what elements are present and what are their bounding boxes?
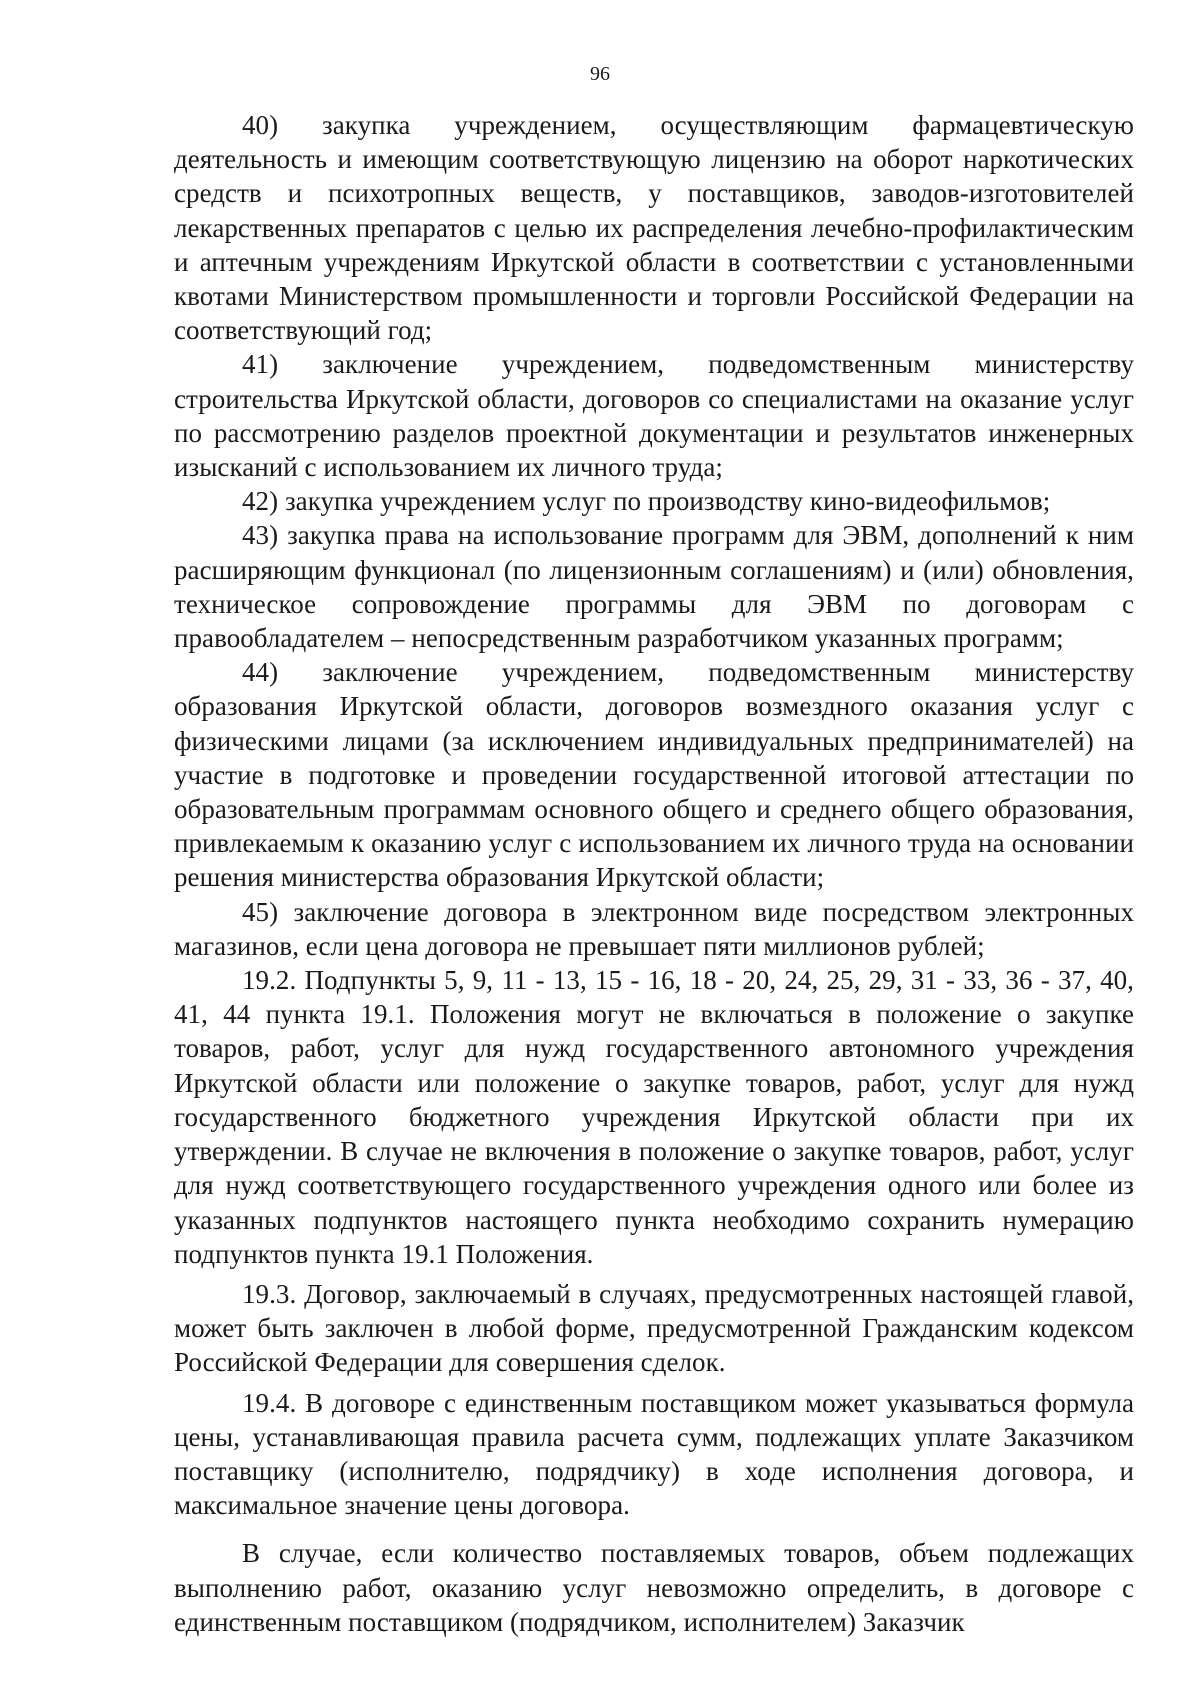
paragraph-clause-19-4: 19.4. В договоре с единственным поставщиком может указываться формула цены, устанавливающая правила расчета сумм, подлежащих уплате Заказчиком поставщику (исполнителю, подрядчику) в ходе исполнения договора, и максимальное значение цены договора.	[174, 1387, 1134, 1521]
paragraph-item-41: 41) заключение учреждением, подведомственным министерству строительства Иркутской области, договоров со специалистами на оказание услуг по рассмотрению разделов проектной документации и результатов инженерных изысканий с использованием их личного труда;	[174, 349, 1134, 483]
paragraph-clause-19-2: 19.2. Подпункты 5, 9, 11 - 13, 15 - 16, 18 - 20, 24, 25, 29, 31 - 33, 36 - 37, 40, 41, 44 пункта 19.1. Положения могут не включаться в положение о закупке товаров, работ, услуг для нужд государственного автономного учреждения Иркутской области или положение о закупке товаров, работ, услуг для нужд государственного бюджетного учреждения Иркутской области при их утверждении. В случае не включения в положение о закупке товаров, работ, услуг для нужд соответствующего государственного учреждения одного или более из указанных подпунктов настоящего пункта необходимо сохранить нумерацию подпунктов пункта 19.1 Положения.	[174, 965, 1134, 1269]
paragraph-item-40: 40) закупка учреждением, осуществляющим фармацевтическую деятельность и имеющим соответствующую лицензию на оборот наркотических средств и психотропных веществ, у поставщиков, заводов-изготовителей лекарственных препаратов с целью их распределения лечебно-профилактическим и аптечным учреждениям Иркутской области в соответствии с установленными квотами Министерством промышленности и торговли Российской Федерации на соответствующий год;	[174, 110, 1134, 346]
paragraph-item-44: 44) заключение учреждением, подведомственным министерству образования Иркутской области, договоров возмездного оказания услуг с физическими лицами (за исключением индивидуальных предпринимателей) на участие в подготовке и проведении государственной итоговой аттестации по образовательным программам основного общего и среднего общего образования, привлекаемым к оказанию услуг с использованием их личного труда на основании решения министерства образования Иркутской области;	[174, 657, 1134, 893]
paragraph-clause-19-3: 19.3. Договор, заключаемый в случаях, предусмотренных настоящей главой, может быть заключен в любой форме, предусмотренной Гражданским кодексом Российской Федерации для совершения сделок.	[174, 1278, 1134, 1378]
paragraph-item-45: 45) заключение договора в электронном виде посредством электронных магазинов, если цена договора не превышает пяти миллионов рублей;	[174, 896, 1134, 961]
page-number: 96	[590, 63, 610, 85]
paragraph-quantity-case: В случае, если количество поставляемых товаров, объем подлежащих выполнению работ, оказанию услуг невозможно определить, в договоре с единственным поставщиком (подрядчиком, исполнителем) Заказчик	[174, 1538, 1134, 1637]
paragraph-item-43: 43) закупка права на использование программ для ЭВМ, дополнений к ним расширяющим функционал (по лицензионным соглашениям) и (или) обновления, техническое сопровождение программы для ЭВМ по договорам с правообладателем – непосредственным разработчиком указанных программ;	[174, 520, 1134, 654]
paragraph-item-42: 42) закупка учреждением услуг по производству кино-видеофильмов;	[242, 486, 1051, 517]
document-body	[174, 108, 1134, 1639]
